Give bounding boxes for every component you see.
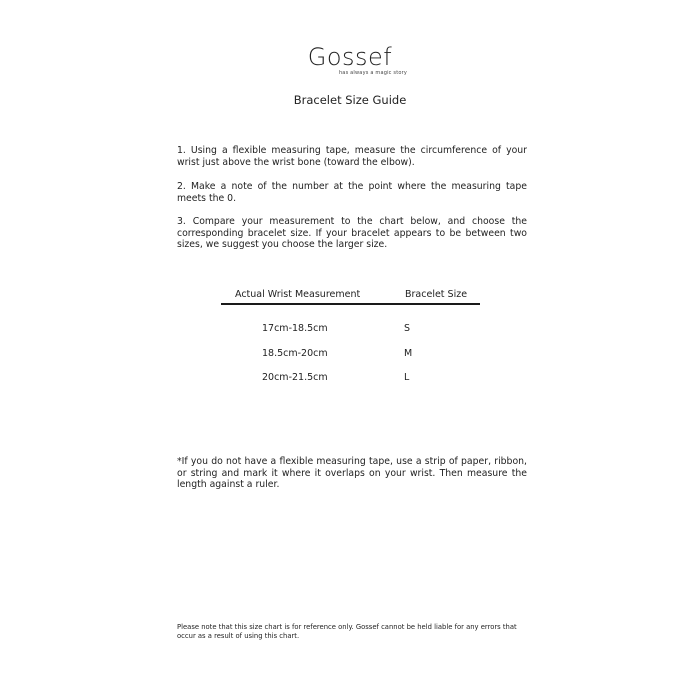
table-cell-size: L [404, 372, 410, 383]
brand-name: Gossef [307, 43, 393, 71]
instruction-step-1: 1. Using a flexible measuring tape, measure the circumference of your wrist just above the wrist bone (toward the elbow). [177, 145, 527, 168]
table-cell-size: S [404, 323, 411, 334]
brand-logo [0, 44, 700, 76]
instruction-step-3: 3. Compare your measurement to the chart below, and choose the corresponding bracelet size. If your bracelet appears to be between two sizes, we suggest you choose the larger size. [177, 216, 527, 250]
table-cell-size: M [404, 348, 413, 359]
measuring-note: *If you do not have a flexible measuring tape, use a strip of paper, ribbon, or string and mark it where it overlaps on your wrist. Then measure the length against a ruler. [177, 456, 527, 490]
table-cell-measurement: 17cm-18.5cm [262, 323, 328, 334]
brand-tagline: has always a magic story [338, 70, 408, 76]
table-header-divider [221, 303, 480, 305]
table-header-size: Bracelet Size [405, 289, 468, 300]
disclaimer: Please note that this size chart is for reference only. Gossef cannot be held liable for any errors that occur as a result of using this chart. [177, 623, 517, 640]
page-title: Bracelet Size Guide [293, 93, 407, 107]
table-cell-measurement: 20cm-21.5cm [262, 372, 328, 383]
instruction-step-2: 2. Make a note of the number at the point where the measuring tape meets the 0. [177, 181, 527, 204]
table-cell-measurement: 18.5cm-20cm [262, 348, 328, 359]
table-header-wrist: Actual Wrist Measurement [235, 289, 361, 300]
